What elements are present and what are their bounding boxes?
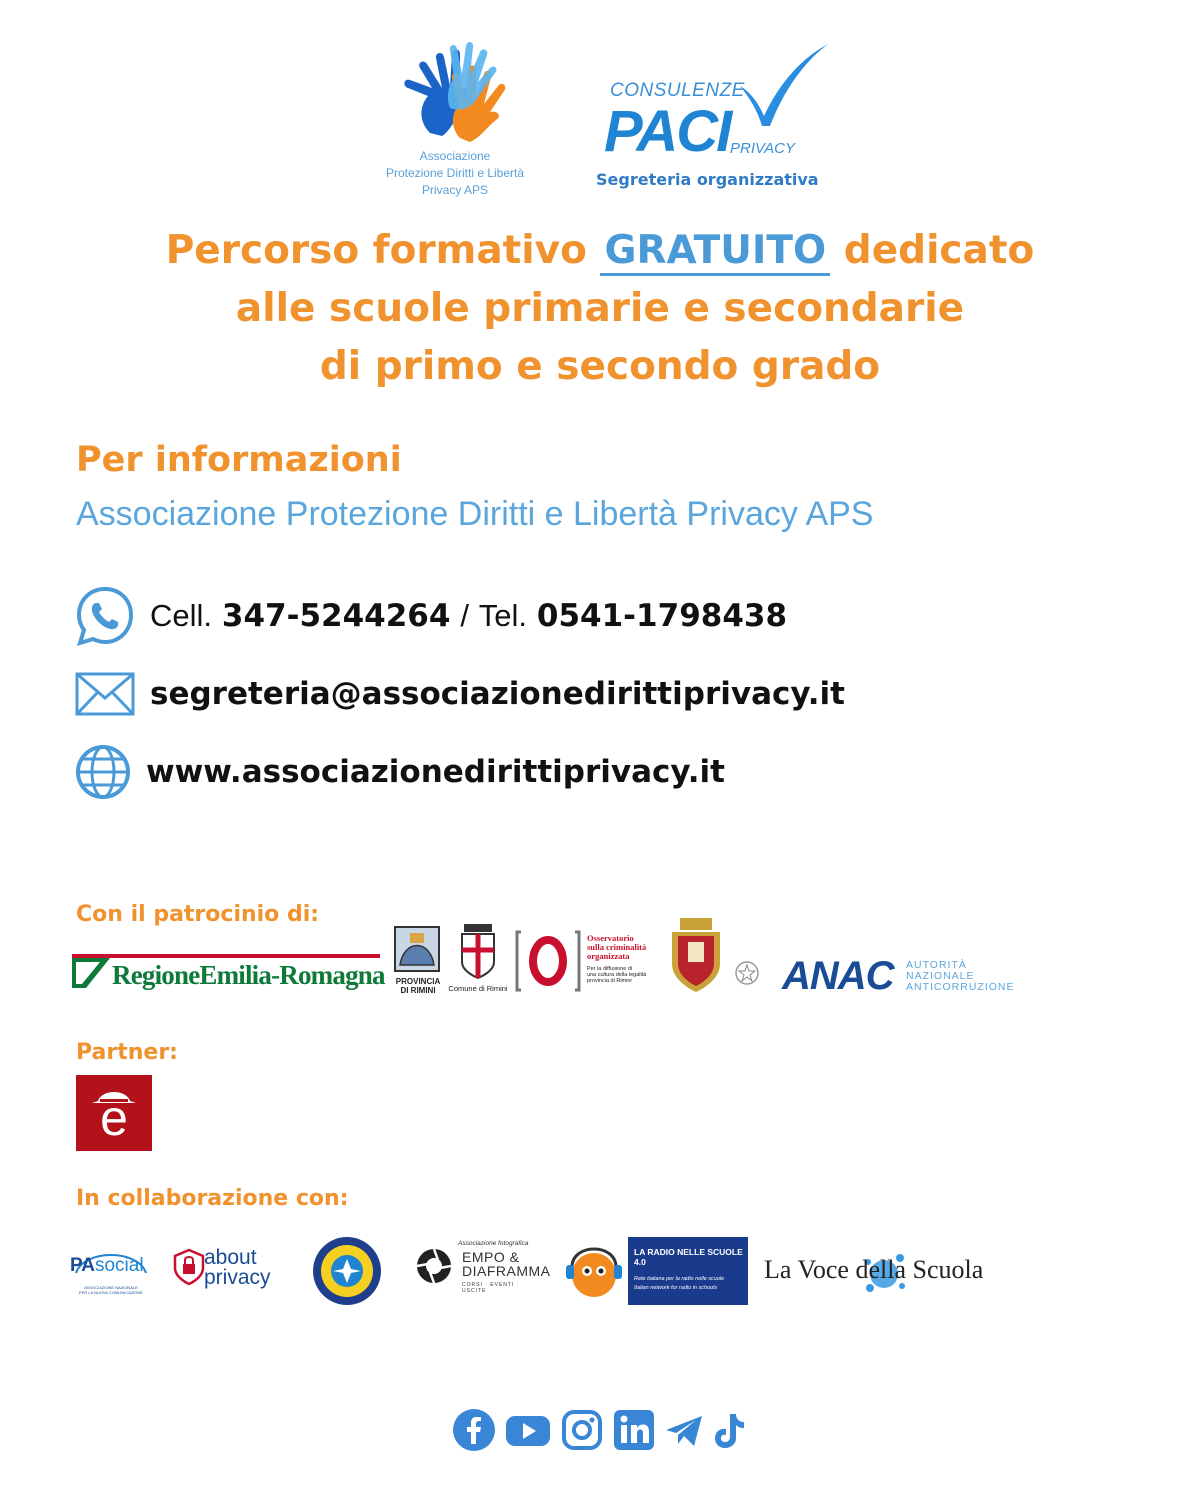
linkedin-icon[interactable] [612, 1408, 656, 1452]
osservatorio-sub-line: Per la diffusione di [587, 966, 633, 972]
pasocial-pa: PA [70, 1255, 95, 1276]
association-logo [365, 38, 545, 203]
anac-sub-line: NAZIONALE [906, 970, 975, 982]
school-network-badge-icon [310, 1234, 384, 1308]
partner-title: Partner: [76, 1040, 178, 1065]
comune-crest-icon [446, 922, 510, 980]
aboutprivacy-privacy: privacy [204, 1266, 271, 1289]
partner-logo-letter: e [100, 1090, 128, 1146]
provincia-logo [392, 925, 444, 995]
paci-name-text: PACI [604, 99, 731, 164]
caption-line: Privacy APS [421, 183, 489, 197]
partner-logo[interactable] [76, 1075, 152, 1151]
shield-lock-icon [172, 1248, 206, 1286]
email-row [74, 663, 845, 725]
provincia-crest-icon [392, 925, 442, 973]
osservatorio-logo [515, 930, 665, 992]
anac-logo-text: ANAC [782, 954, 894, 998]
regione-mark-icon [72, 958, 110, 988]
regione-logo [72, 952, 385, 996]
radio-sub-line: Italian network for radio in schools [634, 1285, 718, 1291]
radio-sub-line: Rete italiana per la radio nelle scuole [634, 1276, 725, 1282]
youtube-icon[interactable] [504, 1408, 552, 1452]
regione-bar [72, 954, 380, 958]
headline-line-2: alle scuole primarie e secondarie [235, 286, 965, 331]
pasocial-social: social [94, 1255, 144, 1276]
patronage-title: Con il patrocinio di: [76, 902, 320, 927]
regione-text: RegioneEmilia-Romagna [112, 960, 385, 990]
osservatorio-title-line: Osservatorio [587, 933, 634, 943]
paci-logo [590, 40, 850, 200]
mail-icon [74, 670, 136, 718]
info-title: Per informazioni [76, 440, 402, 480]
headline-text: Percorso formativo [165, 228, 587, 273]
aperture-icon [414, 1246, 454, 1286]
aboutprivacy-about: about [204, 1246, 257, 1269]
info-organization: Associazione Protezione Diritti e Libertà Privacy APS [76, 495, 874, 533]
phone-text [150, 598, 787, 634]
tempo-line: EMPO & [462, 1249, 520, 1265]
collaboration-title: In collaborazione con: [76, 1186, 349, 1211]
headline-text: dedicato [843, 228, 1035, 273]
republic-emblem-icon [734, 960, 760, 986]
website-link[interactable]: www.associazionedirittiprivacy.it [146, 754, 725, 790]
paci-privacy-text: PRIVACY [730, 140, 796, 157]
pasocial-sub-line: PER LA NUOVA COMUNICAZIONE [79, 1290, 143, 1295]
email-link[interactable]: segreteria@associazionedirittiprivacy.it [150, 676, 845, 712]
tempo-diaframma-logo [414, 1240, 551, 1302]
tempo-small-text: Associazione fotografica [458, 1240, 529, 1247]
anac-sub-line: ANTICORRUZIONE [906, 981, 1015, 993]
instagram-icon[interactable] [560, 1408, 604, 1452]
radio-mascot-icon [560, 1237, 628, 1305]
cell-number[interactable]: 347-5244264 [221, 598, 451, 634]
social-links [452, 1408, 746, 1452]
caption-line: Associazione [419, 149, 491, 163]
headline-line-1 [0, 222, 1200, 280]
anac-sub-line: AUTORITÀ [906, 959, 967, 971]
headline-line-3: di primo e secondo grado [319, 344, 881, 389]
website-row [74, 741, 725, 803]
caption-line: Protezione Diritti e Libertà [385, 166, 525, 180]
provincia-line: DI RIMINI [400, 986, 436, 995]
osservatorio-mark-icon [515, 930, 581, 992]
osservatorio-title-line: organizzata [587, 951, 630, 961]
aboutprivacy-logo [172, 1248, 284, 1292]
provincia-line: PROVINCIA [395, 977, 441, 986]
voce-scuola-logo: La Voce della Scuola [764, 1255, 984, 1284]
tempo-line: DIAFRAMMA [462, 1263, 551, 1279]
hands-icon [390, 38, 520, 148]
checkmark-icon [732, 40, 832, 130]
tempo-sub-text: CORSI · EVENTI · USCITE [462, 1282, 520, 1294]
globe-icon [74, 743, 132, 801]
pasocial-logo [70, 1243, 152, 1303]
osservatorio-sub-line: provincia di Rimini [587, 978, 632, 984]
association-logo-caption [365, 148, 545, 199]
radio-title: LA RADIO NELLE SCUOLE 4.0 [634, 1247, 743, 1267]
paci-consulenze-text: CONSULENZE [610, 80, 745, 101]
comune-logo [446, 922, 510, 994]
paci-segreteria-text: Segreteria organizzativa [596, 170, 819, 189]
cell-label: Cell. [150, 598, 213, 633]
polizia-crest-icon [666, 916, 726, 994]
facebook-icon[interactable] [452, 1408, 496, 1452]
phone-row [74, 585, 787, 647]
whatsapp-icon [74, 585, 136, 647]
radio-scuole-logo [628, 1237, 748, 1305]
pasocial-sub-line: ASSOCIAZIONE NAZIONALE [84, 1285, 138, 1290]
osservatorio-title-line: sulla criminalità [587, 942, 647, 952]
anac-subtitle [906, 960, 1015, 993]
headline [0, 222, 1200, 396]
tiktok-icon[interactable] [712, 1408, 746, 1452]
headline-highlight: GRATUITO [600, 228, 830, 276]
tel-label: Tel. [478, 598, 528, 633]
phone-separator: / [460, 598, 469, 633]
tel-number[interactable]: 0541-1798438 [536, 598, 788, 634]
osservatorio-sub-line: una cultura della legalità [587, 972, 647, 978]
comune-text: Comune di Rimini [448, 984, 508, 993]
telegram-icon[interactable] [664, 1408, 704, 1452]
